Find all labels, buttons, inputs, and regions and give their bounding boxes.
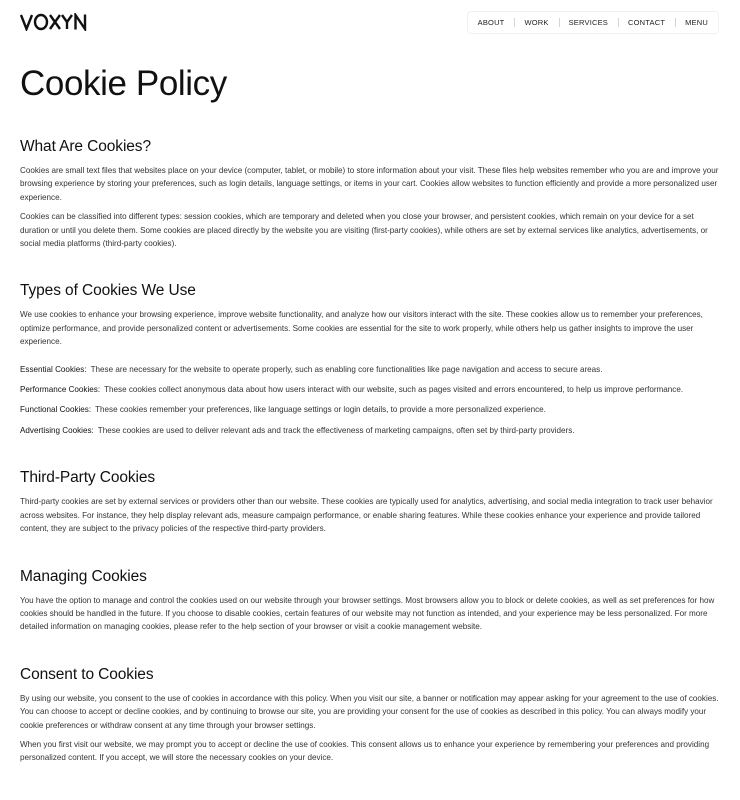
section-heading: Types of Cookies We Use xyxy=(20,282,196,300)
nav-about[interactable]: ABOUT xyxy=(477,18,505,27)
section-third-party-cookies xyxy=(20,469,720,535)
list-item-term: Essential Cookies: xyxy=(20,364,87,374)
paragraph: Third-party cookies are set by external services or providers other than our website. These cookies are typically used for analytics, advertising, and social media integration to track user behavior across websites. For instance, they help display relevant ads, measure campaign performance, or enable sharing features. While these cookies enhance your experience and provide tailored content, they are subject to the privacy policies of the respective third-party providers. xyxy=(20,497,713,534)
list-item-term: Advertising Cookies: xyxy=(20,425,94,435)
paragraph: By using our website, you consent to the use of cookies in accordance with this policy. When you visit our site, a banner or notification may appear asking for your agreement to the use of cookies. You can choose to accept or decline cookies, and by continuing to browse our site, you are providing your consent for the use of cookies as described in this policy. You can always modify your cookie preferences or withdraw consent at any time through your browser settings. xyxy=(20,693,719,730)
site-header xyxy=(0,0,740,44)
list-item-desc: These cookies collect anonymous data about how users interact with our website, such as pages visited and errors encountered, to help us improve performance. xyxy=(104,385,684,395)
list-item xyxy=(20,383,720,396)
list-item-desc: These cookies remember your preferences, like language settings or login details, to provide a more personalized experience. xyxy=(95,405,546,415)
list-item-desc: These are necessary for the website to operate properly, such as enabling core functionalities like page navigation and access to secure areas. xyxy=(90,364,603,374)
section-heading: What Are Cookies? xyxy=(20,138,151,155)
list-item xyxy=(20,403,720,416)
paragraph: Cookies are small text files that websites place on your device (computer, tablet, or mobile) to store information about your visit. These files help websites remember who you are and improve your browsing experience by storing your preferences, such as login details, language settings, or items in your cart. Cookies allow websites to function efficiently and provide a more personalized user experience. xyxy=(20,166,719,202)
section-consent-to-cookies xyxy=(20,666,720,765)
nav-contact[interactable]: CONTACT xyxy=(618,12,675,33)
paragraph: When you first visit our website, we may prompt you to accept or decline the use of cookies. This consent allows us to enhance your experience by remembering your preferences and providing personalized content. If you accept, we will store the necessary cookies on your device. xyxy=(20,739,710,763)
voxyn-logo[interactable] xyxy=(20,13,88,31)
list-item-desc: These cookies are used to deliver relevant ads and track the effectiveness of marketing campaigns, often set by third-party providers. xyxy=(97,425,575,435)
nav-menu[interactable]: MENU xyxy=(675,12,718,33)
nav-work[interactable]: WORK xyxy=(514,12,558,33)
page-title: Cookie Policy xyxy=(20,64,227,103)
list-item xyxy=(20,424,720,437)
list-item-term: Functional Cookies: xyxy=(20,405,92,415)
section-heading: Consent to Cookies xyxy=(20,665,154,683)
paragraph: Cookies can be classified into different types: session cookies, which are temporary and deleted when you close your browser, and persistent cookies, which remain on your device for a set duration or until you delete them. Some cookies are placed directly by the website you are visiting (first-party cookies), while others are set by external services like analytics, advertisements, or social media platforms (third-party cookies). xyxy=(20,212,708,249)
list-item xyxy=(20,363,720,376)
section-what-are-cookies xyxy=(20,138,720,250)
paragraph: We use cookies to enhance your browsing experience, improve website functionality, and analyze how our visitors interact with the site. These cookies allow us to remember your preferences, optimize performance, and provide personalized content or advertisements. Some cookies are essential for the site to work properly, while others help us gather insights to improve the user experience. xyxy=(20,310,703,347)
nav-services[interactable]: SERVICES xyxy=(559,12,618,33)
section-heading: Managing Cookies xyxy=(20,567,147,585)
main-nav xyxy=(468,12,718,33)
policy-content xyxy=(20,64,720,797)
cookie-types-list xyxy=(20,363,720,438)
section-heading: Third-Party Cookies xyxy=(20,469,156,487)
section-managing-cookies xyxy=(20,568,720,634)
section-types-of-cookies xyxy=(20,282,720,437)
paragraph: You have the option to manage and control the cookies used on our website through your browser settings. Most browsers allow you to block or delete cookies, as well as set preferences for how cookies should be handled in the future. If you choose to disable cookies, certain features of our website may not function as intended, and your experience may be less personalized. For more detailed information on managing cookies, please refer to the help section of your browser or visit a cookie management website. xyxy=(20,595,715,632)
list-item-term: Performance Cookies: xyxy=(20,385,101,395)
